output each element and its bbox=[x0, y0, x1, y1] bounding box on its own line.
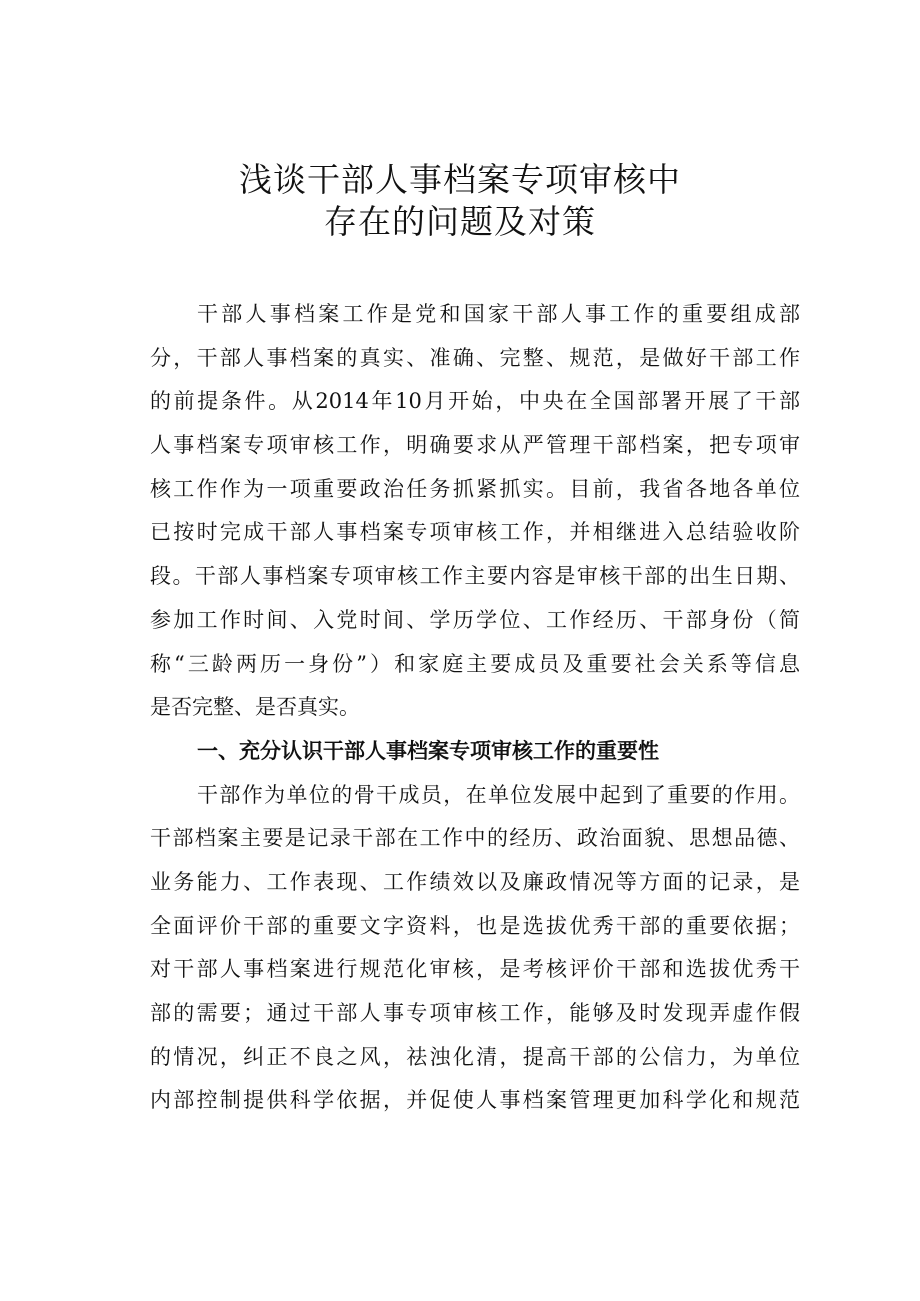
paragraph-2-line: 全面评价干部的重要文字资料，也是选拔优秀干部的重要依据； bbox=[150, 913, 800, 938]
paragraph-2-line: 业务能力、工作表现、工作绩效以及廉政情况等方面的记录，是 bbox=[150, 869, 800, 894]
document-body bbox=[150, 293, 800, 1123]
section-1-heading: 一、充分认识干部人事档案专项审核工作的重要性 bbox=[197, 738, 659, 763]
paragraph-1-line: 称“三龄两历一身份”）和家庭主要成员及重要社会关系等信息 bbox=[150, 651, 800, 676]
paragraph-2-line: 对干部人事档案进行规范化审核，是考核评价干部和选拔优秀干 bbox=[150, 957, 800, 982]
paragraph-2-line: 的情况，纠正不良之风，祛浊化清，提高干部的公信力，为单位 bbox=[150, 1044, 800, 1069]
paragraph-1-line: 人事档案专项审核工作，明确要求从严管理干部档案，把专项审 bbox=[150, 433, 800, 458]
paragraph-1-line: 是否完整、是否真实。 bbox=[150, 695, 360, 720]
paragraph-1-line: 参加工作时间、入党时间、学历学位、工作经历、干部身份（简 bbox=[150, 607, 800, 632]
document-title-line-2: 存在的问题及对策 bbox=[324, 202, 596, 241]
paragraph-2-line: 部的需要；通过干部人事专项审核工作，能够及时发现弄虚作假 bbox=[150, 1001, 800, 1025]
paragraph-1-line: 段。干部人事档案专项审核工作主要内容是审核干部的出生日期、 bbox=[150, 564, 800, 589]
paragraph-1-line: 已按时完成干部人事档案专项审核工作，并相继进入总结验收阶 bbox=[150, 520, 800, 545]
paragraph-2-line: 内部控制提供科学依据，并促使人事档案管理更加科学化和规范 bbox=[150, 1088, 800, 1113]
paragraph-1-line: 干部人事档案工作是党和国家干部人事工作的重要组成部 bbox=[197, 302, 800, 326]
document-title-line-1: 浅谈干部人事档案专项审核中 bbox=[239, 160, 681, 199]
paragraph-1-line: 的前提条件。从2014年10月开始，中央在全国部署开展了干部 bbox=[150, 389, 800, 414]
paragraph-1-line: 分，干部人事档案的真实、准确、完整、规范，是做好干部工作 bbox=[150, 345, 800, 370]
paragraph-1-line: 核工作作为一项重要政治任务抓紧抓实。目前，我省各地各单位 bbox=[150, 476, 800, 501]
paragraph-2-line: 干部作为单位的骨干成员，在单位发展中起到了重要的作用。 bbox=[197, 782, 800, 807]
paragraph-2-line: 干部档案主要是记录干部在工作中的经历、政治面貌、思想品德、 bbox=[150, 826, 800, 851]
